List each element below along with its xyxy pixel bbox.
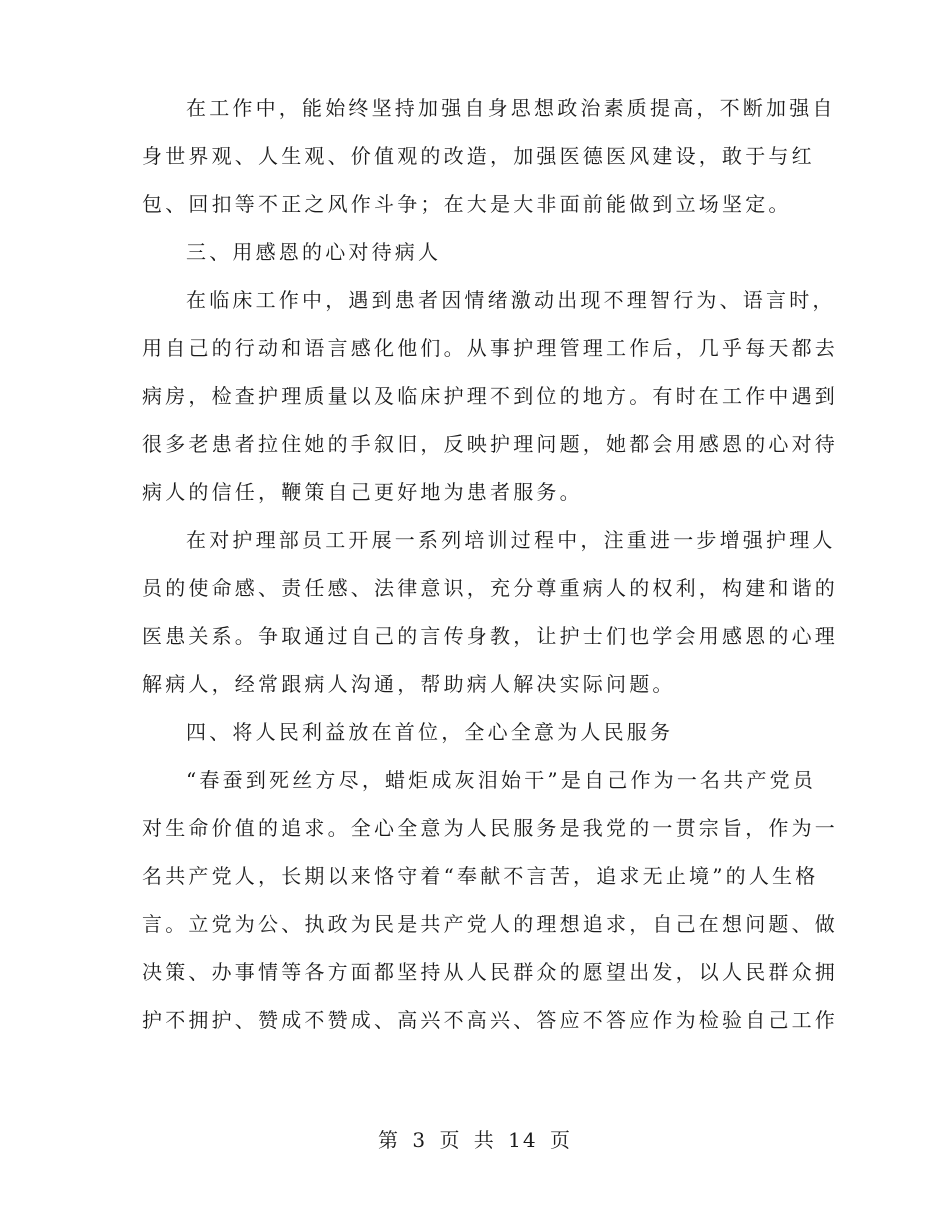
document-body (142, 84, 838, 1044)
text-line: 言。立党为公、执政为民是共产党人的理想追求，自己在想问题、做 (142, 912, 838, 936)
text-line: 决策、办事情等各方面都坚持从人民群众的愿望出发，以人民群众拥 (142, 960, 838, 984)
text-line: “春蚕到死丝方尽，蜡炬成灰泪始干”是自己作为一名共产党员 (186, 768, 817, 792)
text-line: 员的使命感、责任感、法律意识，充分尊重病人的权利，构建和谐的 (142, 576, 838, 600)
text-line: 名共产党人，长期以来恪守着“奉献不言苦，追求无止境”的人生格 (142, 864, 819, 888)
text-line: 解病人，经常跟病人沟通，帮助病人解决实际问题。 (142, 672, 676, 696)
text-line: 护不拥护、赞成不赞成、高兴不高兴、答应不答应作为检验自己工作 (142, 1008, 838, 1032)
text-line: 在临床工作中，遇到患者因情绪激动出现不理智行为、语言时， (186, 288, 836, 312)
text-line: 用自己的行动和语言感化他们。从事护理管理工作后，几乎每天都去 (142, 336, 838, 360)
text-line: 病房，检查护理质量以及临床护理不到位的地方。有时在工作中遇到 (142, 384, 838, 408)
text-line: 很多老患者拉住她的手叙旧，反映护理问题，她都会用感恩的心对待 (142, 432, 838, 456)
text-line: 包、回扣等不正之风作斗争；在大是大非面前能做到立场坚定。 (142, 192, 792, 216)
section-heading: 三、用感恩的心对待病人 (186, 240, 442, 264)
section-heading: 四、将人民利益放在首位，全心全意为人民服务 (186, 720, 674, 744)
text-line: 在工作中，能始终坚持加强自身思想政治素质提高，不断加强自 (186, 96, 836, 120)
text-line: 对生命价值的追求。全心全意为人民服务是我党的一贯宗旨，作为一 (142, 816, 838, 840)
page-number-footer: 第 3 页 共 14 页 (378, 1128, 572, 1152)
text-line: 病人的信任，鞭策自己更好地为患者服务。 (142, 480, 583, 504)
text-line: 身世界观、人生观、价值观的改造，加强医德医风建设，敢于与红 (142, 144, 815, 168)
text-line: 医患关系。争取通过自己的言传身教，让护士们也学会用感恩的心理 (142, 624, 838, 648)
text-line: 在对护理部员工开展一系列培训过程中，注重进一步增强护理人 (186, 528, 836, 552)
